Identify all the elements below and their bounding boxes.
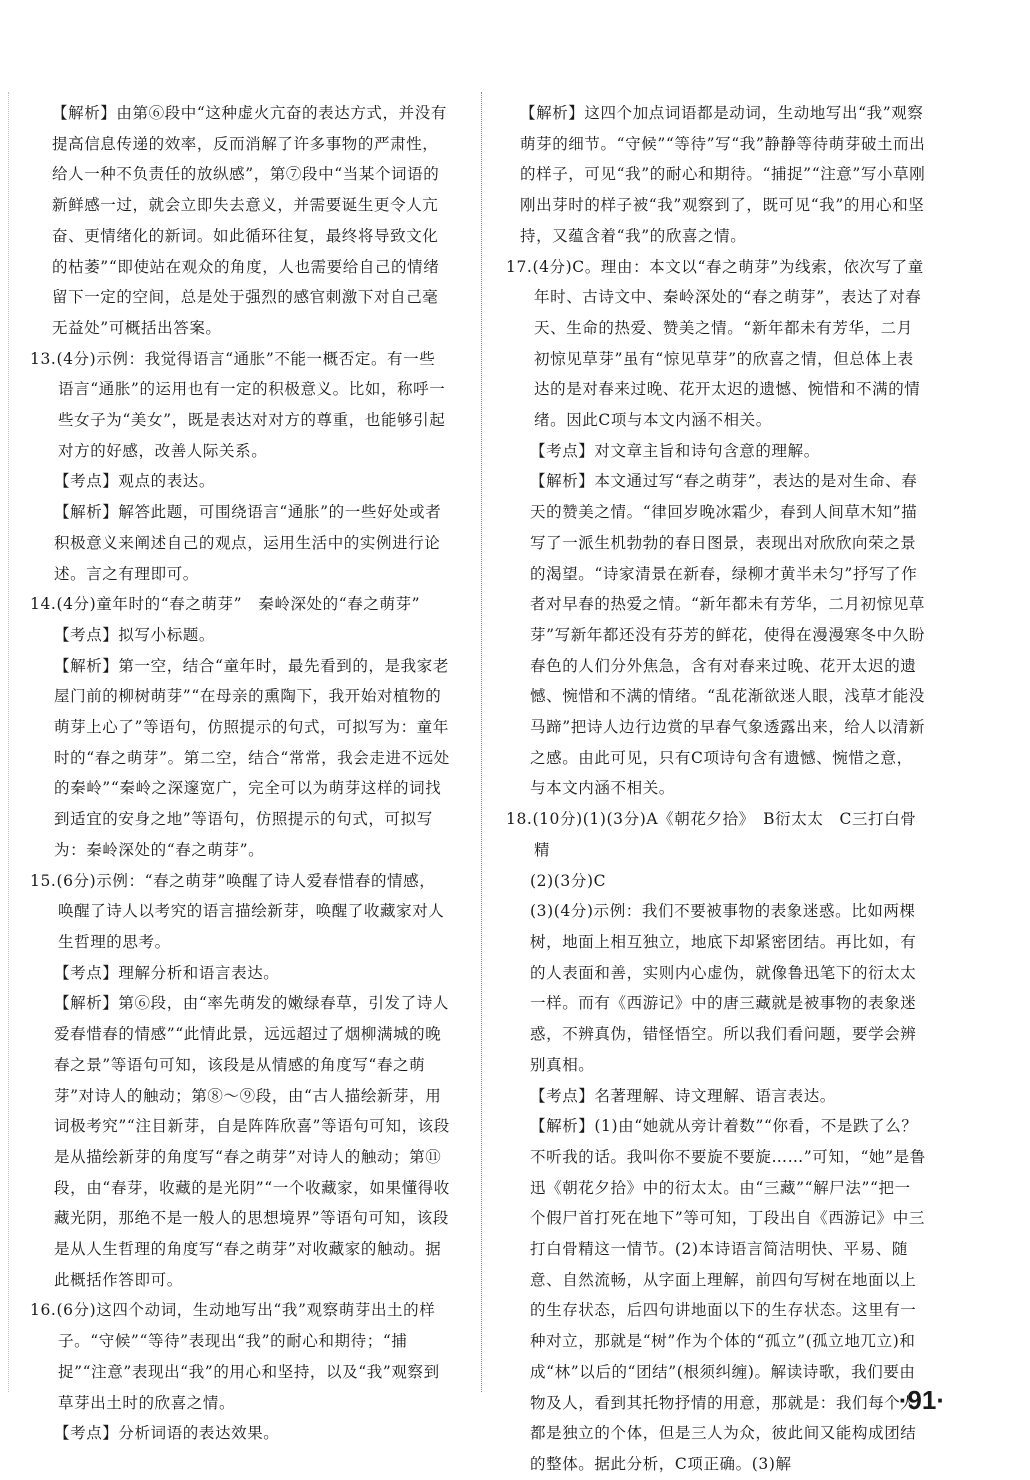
answer-14-point: 【考点】拟写小标题。	[54, 625, 216, 644]
answer-16-point: 【考点】分析词语的表达效果。	[54, 1424, 280, 1443]
answer-17: 17.(4分)C。理由：本文以“春之萌芽”为线索，依次写了童年时、古诗文中、秦岭深处的“春之萌芽”，表达了对春天、生命的热爱、赞美之情。“新年都未有芳华，二月初惊见草芽”虽有“惊见草芽”的欣喜之情，但总体上表达的是对春来过晚、花开太迟的遗憾、惋惜和不满的情绪。因此C项与本文内涵不相关。	[506, 257, 924, 430]
answer-18-analysis: 【解析】(1)由“她就从旁计着数”“你看，不是跌了么？不听我的话。我叫你不要旋不要旋……”可知，“她”是鲁迅《朝花夕拾》中的衍太太。由“三藏”“解尸法”“把一个假尸首打死在地下”等可知，丁段出自《西游记》中三打白骨精这一情节。(2)本诗语言简洁明快、平易、随意、自然流畅，从字面上理解，前四句写树在地面以上的生存状态，后四句讲地面以下的生存状态。这里有一种对立，那就是“树”作为个体的“孤立”(孤立地兀立)和成“林”以后的“团结”(根须纠缠)。解读诗歌，我们要由物及人，看到其托物抒情的用意，那就是：我们每个人都是独立的个体，但是三人为众，彼此间又能构成团结的整体。据此分析，C项正确。(3)解	[530, 1117, 926, 1473]
answer-13-analysis: 【解析】解答此题，可围绕语言“通胀”的一些好处或者积极意义来阐述自己的观点，运用生活中的实例进行论述。言之有理即可。	[54, 503, 442, 583]
answer-17-analysis: 【解析】本文通过写“春之萌芽”，表达的是对生命、春天的赞美之情。“律回岁晚冰霜少，春到人间草木知”描写了一派生机勃勃的春日图景，表现出对欣欣向荣之景的渴望。“诗家清景在新春，绿柳才黄半未匀”抒写了作者对早春的热爱之情。“新年都未有芳华，二月初惊见草芽”写新年都还没有芬芳的鲜花，使得在漫漫寒冬中久盼春色的人们分外焦急，含有对春来过晚、花开太迟的遗憾、惋惜和不满的情绪。“乱花渐欲迷人眼，浅草才能没马蹄”把诗人边行边赏的早春气象透露出来，给人以清新之感。由此可见，只有C项诗句含有遗憾、惋惜之意，与本文内涵不相关。	[530, 472, 925, 798]
page-edge-line	[8, 92, 9, 1392]
answer-15-analysis: 【解析】第⑥段，由“率先萌发的嫩绿春草，引发了诗人爱春惜春的情感”“此情此景，远远超过了烟柳满城的晚春之景”等语句可知，该段是从情感的角度写“春之萌芽”对诗人的触动；第⑧～⑨段，由“古人描绘新芽，用词极考究”“注目新芽，自是阵阵欣喜”等语句可知，该段是从描绘新芽的角度写“春之萌芽”对诗人的触动；第⑪段，由“春芽，收藏的是光阴”“一个收藏家，如果懂得收藏光阴，那绝不是一般人的思想境界”等语句可知，该段是从人生哲理的角度写“春之萌芽”对收藏家的触动。据此概括作答即可。	[54, 994, 450, 1289]
answer-13: 13.(4分)示例：我觉得语言“通胀”不能一概否定。有一些语言“通胀”的运用也有一定的积极意义。比如，称呼一些女子为“美女”，既是表达对对方的尊重，也能够引起对方的好感，改善人际关系。	[30, 349, 446, 460]
answer-18-point: 【考点】名著理解、诗文理解、语言表达。	[530, 1086, 836, 1105]
left-column	[30, 98, 450, 1449]
column-divider	[481, 92, 482, 1392]
page-number: ·91·	[898, 1385, 945, 1415]
answer-18: 18.(10分)(1)(3分)A《朝花夕拾》 B衍太太 C三打白骨精	[506, 810, 917, 859]
answer-15-point: 【考点】理解分析和语言表达。	[54, 963, 280, 982]
answer-15: 15.(6分)示例：“春之萌芽”唤醒了诗人爱春惜春的情感，唤醒了诗人以考究的语言描绘新芽，唤醒了收藏家对人生哲理的思考。	[30, 871, 445, 951]
answer-14: 14.(4分)童年时的“春之萌芽” 秦岭深处的“春之萌芽”	[30, 595, 421, 614]
right-column	[506, 98, 926, 1480]
answer-14-analysis: 【解析】第一空，结合“童年时，最先看到的，是我家老屋门前的柳树萌芽”“在母亲的熏陶下，我开始对植物的萌芽上心了”等语句，仿照提示的句式，可拟写为：童年时的“春之萌芽”。第二空，结合“常常，我会走进不远处的秦岭”“秦岭之深邃宽广，完全可以为萌芽这样的词找到适宜的安身之地”等语句，仿照提示的句式，可拟写为：秦岭深处的“春之萌芽”。	[54, 656, 450, 859]
answer-18-part2: (2)(3分)C	[530, 871, 607, 890]
answer-18-part3: (3)(4分)示例：我们不要被事物的表象迷惑。比如两棵树，地面上相互独立，地底下却紧密团结。再比如，有的人表面和善，实则内心虚伪，就像鲁迅笔下的衍太太一样。而有《西游记》中的唐三藏就是被事物的表象迷惑，不辨真伪，错怪悟空。所以我们看问题，要学会辨别真相。	[530, 902, 917, 1074]
answer-13-point: 【考点】观点的表达。	[54, 472, 216, 491]
answer-16: 16.(6分)这四个动词，生动地写出“我”观察萌芽出土的样子。“守候”“等待”表现出“我”的耐心和期待；“捕捉”“注意”表现出“我”的用心和坚持，以及“我”观察到草芽出土时的欣喜之情。	[30, 1301, 440, 1412]
answer-17-point: 【考点】对文章主旨和诗句含意的理解。	[530, 441, 820, 460]
answer-analysis-12: 【解析】由第⑥段中“这种虚火亢奋的表达方式，并没有提高信息传递的效率，反而消解了许多事物的严肃性，给人一种不负责任的放纵感”，第⑦段中“当某个词语的新鲜感一过，就会立即失去意义，并需要诞生更令人亢奋、更情绪化的新词。如此循环往复，最终将导致文化的枯萎”“即使站在观众的角度，人也需要给自己的情绪留下一定的空间，总是处于强烈的感官刺激下对自己毫无益处”可概括出答案。	[52, 104, 447, 337]
answer-16-analysis: 【解析】这四个加点词语都是动词，生动地写出“我”观察萌芽的细节。“守候”“等待”写“我”静静等待萌芽破土而出的样子，可见“我”的耐心和期待。“捕捉”“注意”写小草刚刚出芽时的样子被“我”观察到了，既可见“我”的用心和坚持，又蕴含着“我”的欣喜之情。	[520, 104, 926, 245]
